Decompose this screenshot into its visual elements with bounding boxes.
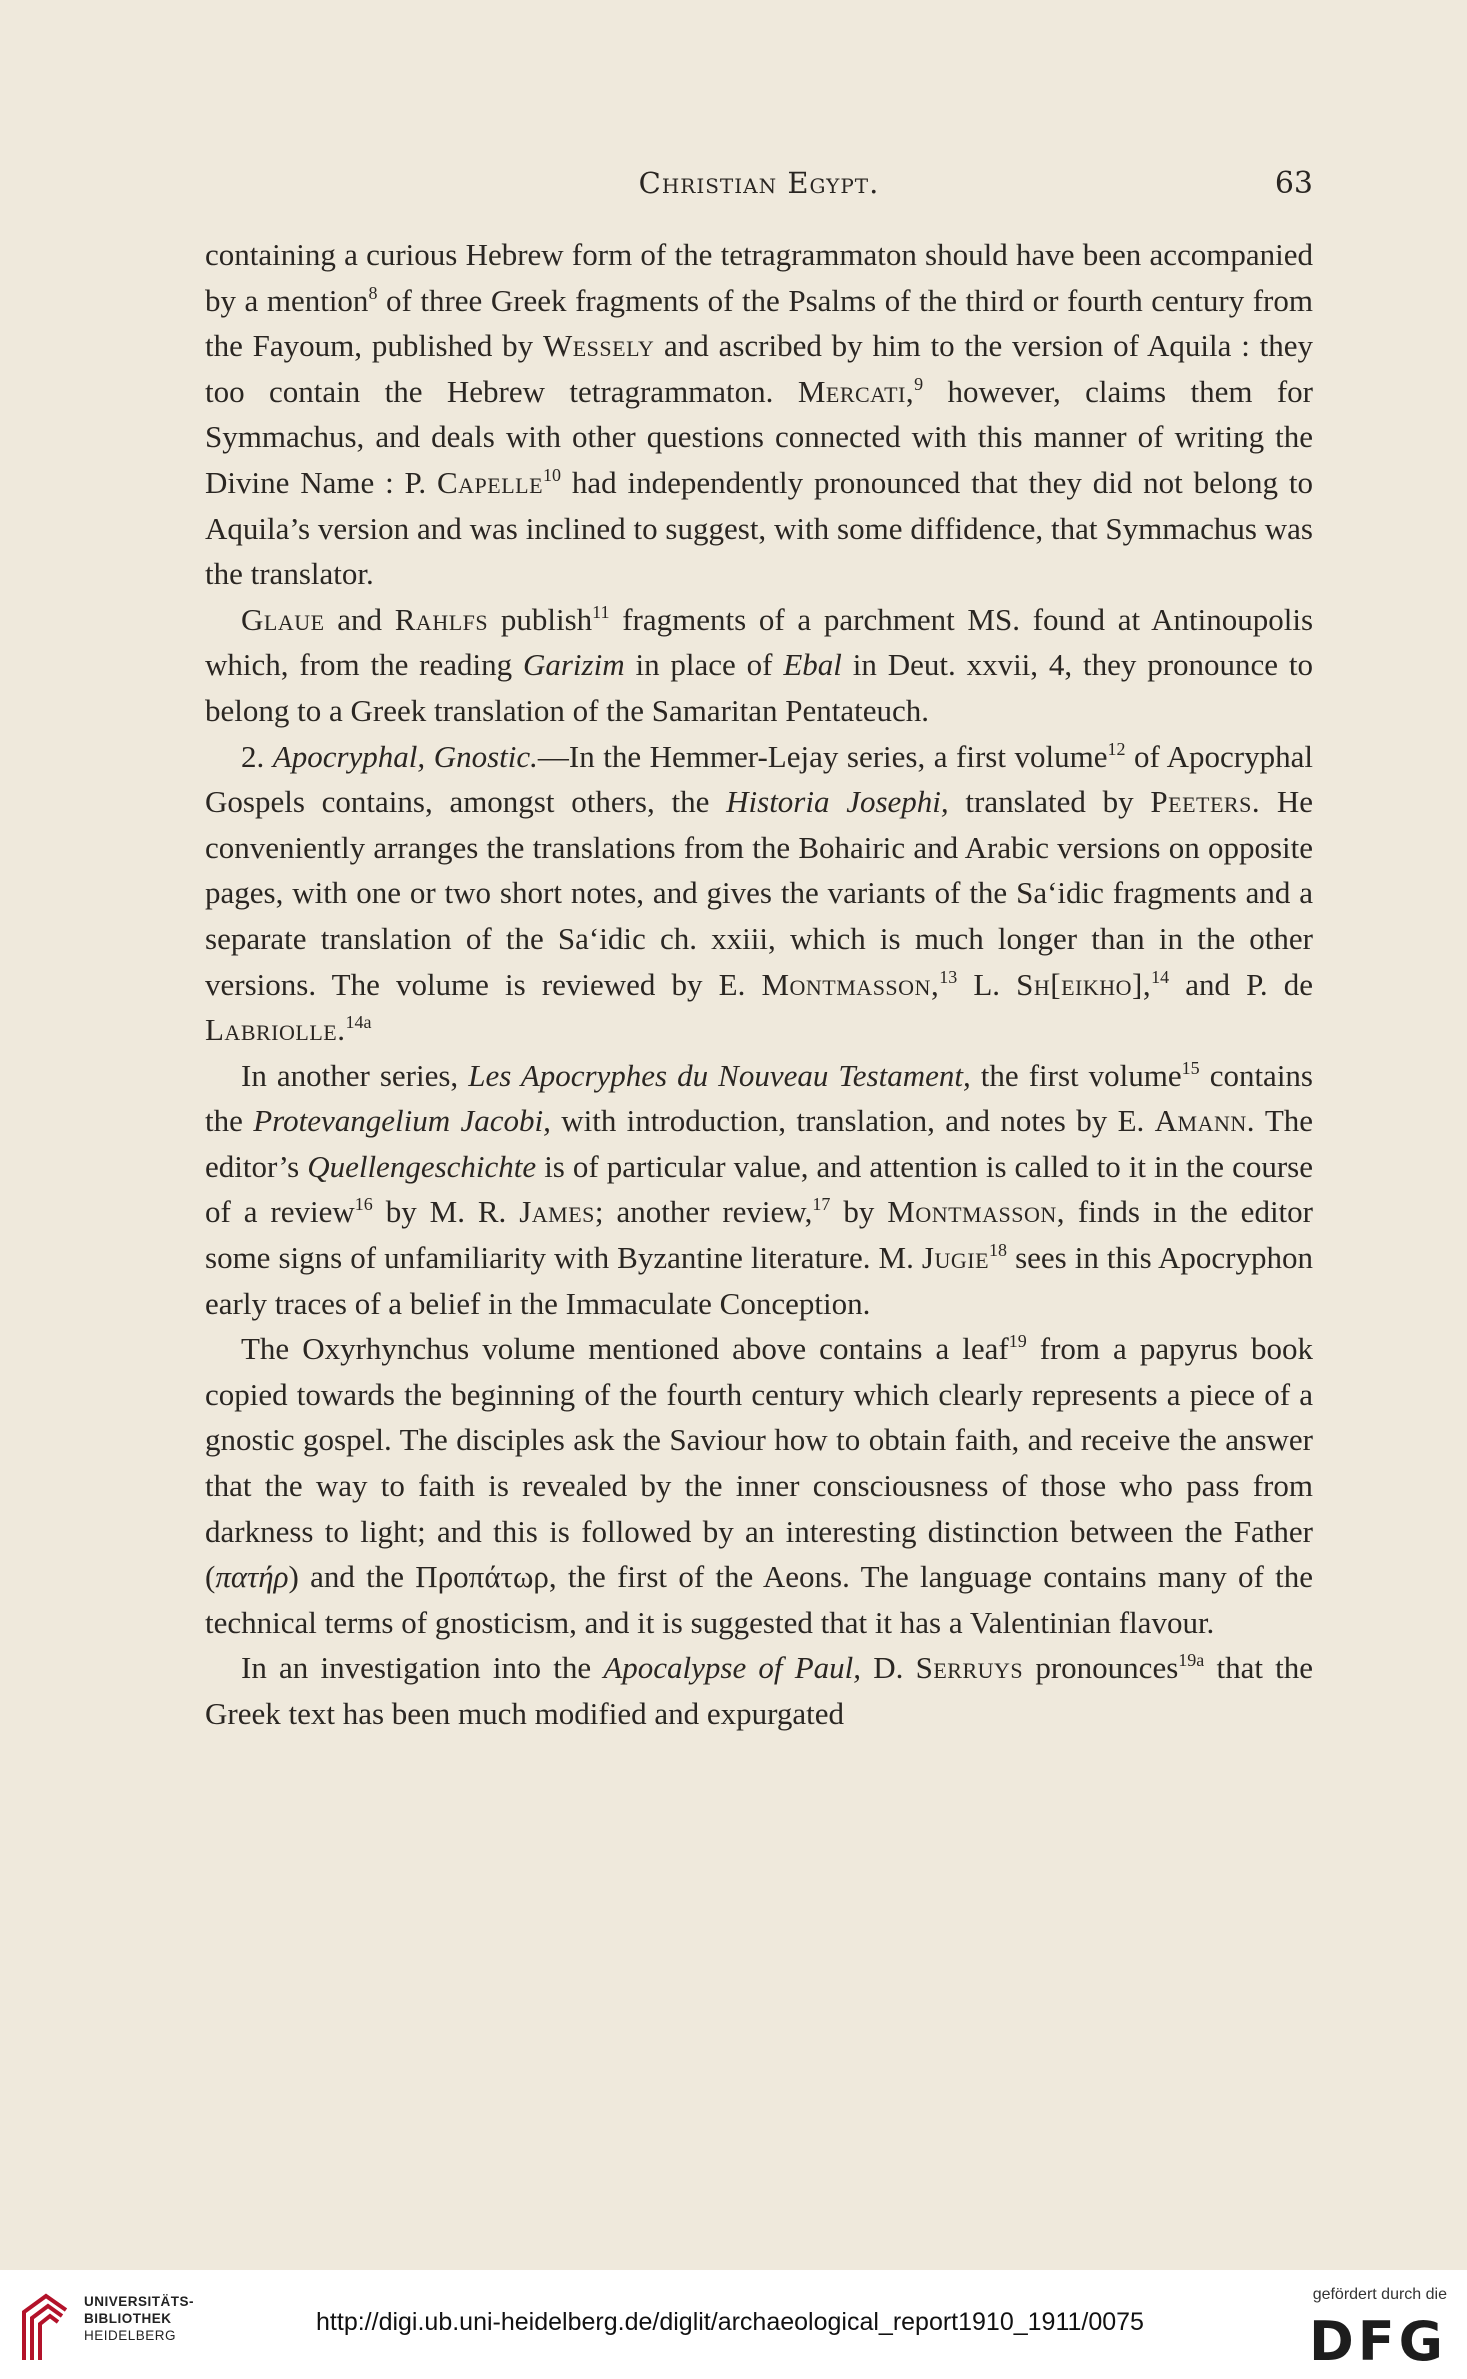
library-name: UNIVERSITÄTS- BIBLIOTHEK HEIDELBERG (84, 2294, 195, 2343)
author-name: Montmasson, (887, 1194, 1065, 1230)
author-name: Capelle (436, 464, 544, 500)
paragraph-1: containing a curious Hebrew form of the tetragrammaton should have been accompanied by a mention$^8$ of three Greek fragments of the Psalms of the third or fourth century from the Fayoum, published by Wessely and ascribed by him to the version of Aquila : they too contain the Hebrew tetragrammaton. Mercati,$^9$ however, claims them for Symmachus, and deals with other questions connected with this manner of writing the Divine Name : P. Capelle$^{10}$ had independently pronounced that they did not belong to Aquila’s version and was inclined to suggest, with some diffidence, that Symmachus was the translator. (205, 237, 1314, 592)
footnote-ref[interactable]: 14 (1151, 966, 1170, 987)
author-name: Rahlfs (394, 601, 489, 637)
footnote-ref[interactable]: 14a (345, 1012, 372, 1033)
paragraph-5: The Oxyrhynchus volume mentioned above contains a leaf$^{19}$ from a papyrus book copied towards the beginning of the fourth century which clearly represents a piece of a gnostic gospel. The disciples ask the Saviour how to obtain faith, and receive the answer that the way to faith is revealed by the inner consciousness of those who pass from darkness to light; and this is followed by an interesting distinction between the Father (πατήρ) and the Προπάτωρ, the first of the Aeons. The language contains many of the technical terms of gnosticism, and it is suggested that it has a Valentinian flavour. (205, 1331, 1313, 1640)
author-name: Montmasson, (761, 966, 940, 1002)
author-name: Serruys (915, 1650, 1024, 1686)
author-name: Jugie (921, 1240, 990, 1276)
author-name: Sh[eikho], (1016, 966, 1152, 1002)
source-url-link[interactable]: http://digi.ub.uni-heidelberg.de/diglit/archaeological_report1910_1911/0075 (316, 2308, 1144, 2336)
digitization-footer (0, 2270, 1467, 2379)
author-name: Wessely (542, 328, 655, 364)
footnote-ref[interactable]: 13 (939, 966, 958, 987)
dfg-logo: DFG (1308, 2310, 1447, 2373)
body-text (205, 232, 1313, 1737)
paragraph-3: 2. Apocryphal, Gnostic.—In the Hemmer-Lejay series, a first volume$^{12}$ of Apocryphal Gospels contains, amongst others, the Historia Josephi, translated by Peeters. He conveniently arranges the translations from the Bohairic and Arabic versions on opposite pages, with one or two short notes, and gives the variants of the Sa‘idic fragments and a separate translation of the Sa‘idic ch. xxiii, which is much longer than in the other versions. The volume is reviewed by E. Montmasson,$^{13}$ L. Sh[eikho],$^{14}$ and P. de Labriolle.$^{14a}$ (205, 738, 1313, 1048)
section-heading: Apocryphal, Gnostic. (272, 738, 538, 774)
running-title: Christian Egypt. (638, 166, 880, 200)
footnote-ref[interactable]: 10 (543, 464, 562, 485)
footnote-ref[interactable]: 19a (1178, 1650, 1205, 1671)
paragraph-6: In an investigation into the Apocalypse of Paul, D. Serruys pronounces$^{19a}$ that the Greek text has been much modified and expurgated (205, 1650, 1314, 1731)
footnote-ref[interactable]: 9 (914, 373, 924, 394)
footnote-ref[interactable]: 18 (989, 1240, 1008, 1261)
library-logo-icon (16, 2290, 74, 2364)
footnote-ref[interactable]: 19 (1008, 1331, 1027, 1352)
author-name: Mercati, (797, 373, 915, 409)
author-name: Glaue (241, 601, 325, 637)
page-number: 63 (1274, 166, 1313, 201)
footnote-ref[interactable]: 12 (1107, 738, 1126, 759)
footnote-ref[interactable]: 17 (812, 1194, 831, 1215)
footnote-ref[interactable]: 11 (592, 601, 610, 622)
funding-note: gefördert durch die (1312, 2286, 1447, 2303)
paragraph-4: In another series, Les Apocryphes du Nouveau Testament, the first volume$^{15}$ contains the Protevangelium Jacobi, with introduction, translation, and notes by E. Amann. The editor’s Quellengeschichte is of particular value, and attention is called to it in the course of a review$^{16}$ by M. R. James; another review,$^{17}$ by Montmasson, finds in the editor some signs of unfamiliarity with Byzantine literature. M. Jugie$^{18}$ sees in this Apocryphon early traces of a belief in the Immaculate Conception. (205, 1057, 1314, 1321)
author-name: Peeters. (1150, 784, 1261, 820)
footnote-ref[interactable]: 16 (354, 1194, 373, 1215)
author-name: James (519, 1194, 595, 1230)
footnote-ref[interactable]: 15 (1181, 1057, 1200, 1078)
author-name: Amann. (1154, 1103, 1256, 1139)
author-name: Labriolle. (205, 1012, 346, 1048)
running-head (205, 166, 1313, 210)
footnote-ref[interactable]: 8 (368, 282, 378, 303)
paragraph-2: Glaue and Rahlfs publish$^{11}$ fragments of a parchment MS. found at Antinoupolis which, from the reading Garizim in place of Ebal in Deut. xxvii, 4, they pronounce to belong to a Greek translation of the Samaritan Pentateuch. (205, 601, 1314, 728)
